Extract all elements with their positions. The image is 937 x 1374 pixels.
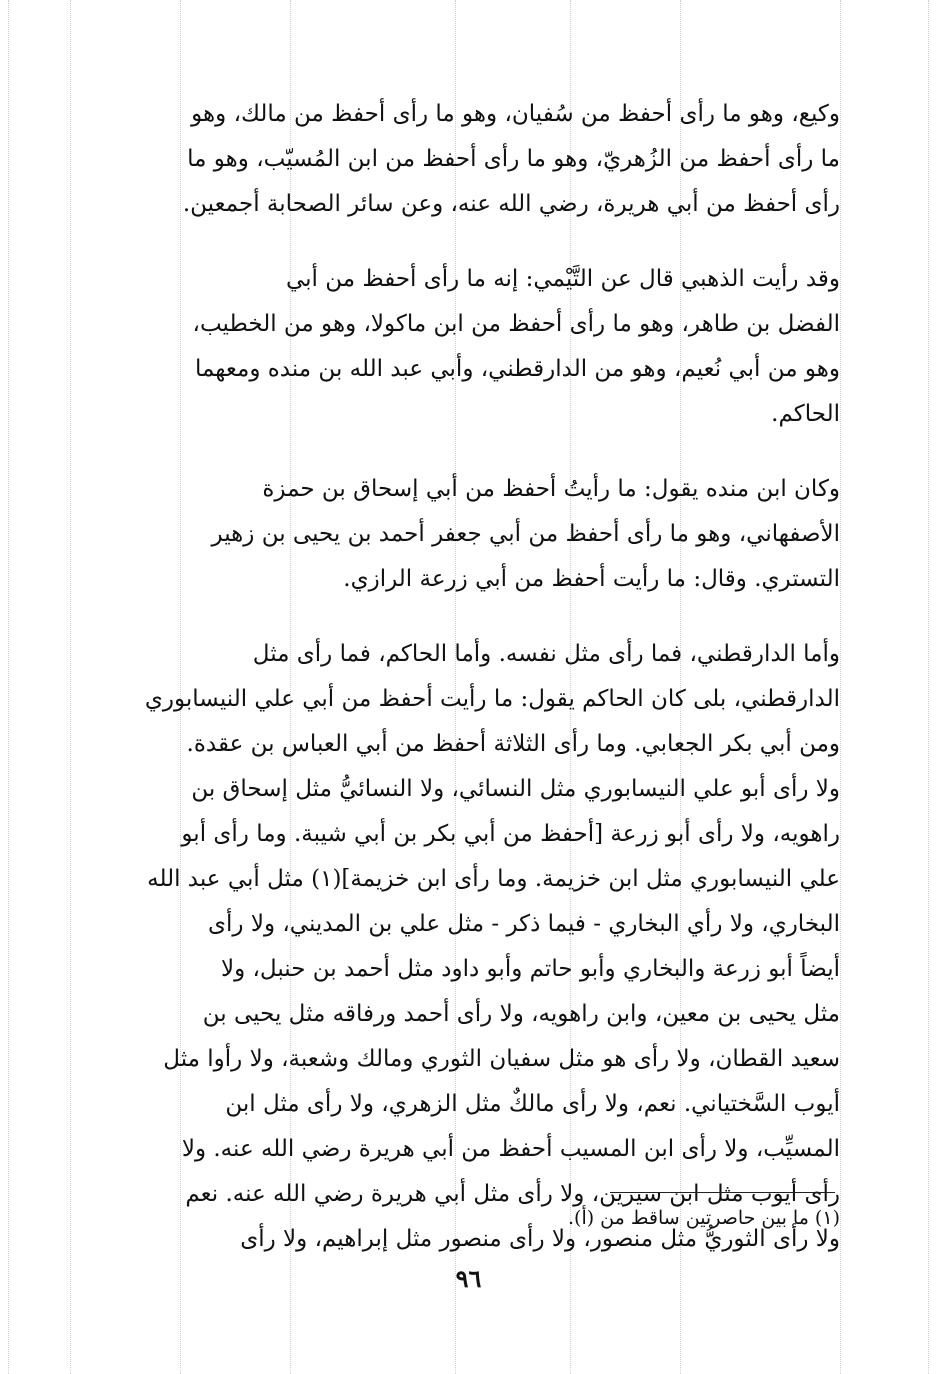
text-line: الفضل بن طاهر، وهو ما رأى أحفظ من ابن ماكولا، وهو من الخطيب، (192, 311, 840, 337)
paragraph-2 (80, 257, 840, 437)
text-line: التستري. وقال: ما رأيت أحفظ من أبي زرعة الرازي. (343, 566, 840, 592)
text-line: وهو من أبي نُعيم، وهو من الدارقطني، وأبي عبد الله بن منده ومعهما (195, 356, 840, 382)
scan-guide-line (70, 0, 71, 1374)
text-line: رأى أحفظ من أبي هريرة، رضي الله عنه، وعن سائر الصحابة أجمعين. (182, 191, 840, 217)
text-line: الدارقطني، بلى كان الحاكم يقول: ما رأيت أحفظ من أبي علي النيسابوري (144, 686, 840, 712)
paragraph-4 (80, 632, 840, 1262)
text-line: الأصفهاني، وهو ما رأى أحفظ من أبي جعفر أحمد بن يحيى بن زهير (211, 521, 840, 547)
text-line: وكيع، وهو ما رأى أحفظ من سُفيان، وهو ما رأى أحفظ من مالك، وهو (191, 101, 840, 127)
main-text (80, 92, 840, 1292)
text-line: أيوب السَّختياني. نعم، ولا رأى مالكٌ مثل الزهري، ولا رأى مثل ابن (225, 1091, 840, 1117)
page-number: ٩٦ (455, 1264, 482, 1293)
text-line: ولا رأى الثوريُّ مثل منصور، ولا رأى منصور مثل إبراهيم، ولا رأى (240, 1226, 840, 1252)
text-line: راهويه، ولا رأى أبو زرعة [أحفظ من أبي بكر بن أبي شيبة. وما رأى أبو (181, 821, 840, 847)
text-line: وقد رأيت الذهبي قال عن التَّيْمي: إنه ما رأى أحفظ من أبي (285, 266, 840, 292)
text-line: مثل يحيى بن معين، وابن راهويه، ولا رأى أحمد ورفاقه مثل يحيى بن (202, 1001, 840, 1027)
text-line: البخاري، ولا رأي البخاري - فيما ذكر - مثل علي بن المديني، ولا رأى (208, 911, 840, 937)
text-line: ومن أبي بكر الجعابي. وما رأى الثلاثة أحفظ من أبي العباس بن عقدة. (186, 731, 840, 757)
text-line: علي النيسابوري مثل ابن خزيمة. وما رأى ابن خزيمة](١) مثل أبي عبد الله (147, 866, 840, 892)
footnote-separator (610, 1192, 835, 1193)
text-line: وكان ابن منده يقول: ما رأيتُ أحفظ من أبي إسحاق بن حمزة (262, 476, 840, 502)
scan-guide-line (8, 0, 9, 1374)
text-line: ولا رأى أبو علي النيسابوري مثل النسائي، ولا النسائيُّ مثل إسحاق بن (191, 776, 840, 802)
text-line: الحاكم. (771, 401, 840, 427)
text-line: ما رأى أحفظ من الزُهريّ، وهو ما رأى أحفظ من ابن المُسيّب، وهو ما (187, 146, 840, 172)
footnote: (١) ما بين حاصرتين ساقط من (أ). (568, 1207, 840, 1229)
paragraph-1 (80, 92, 840, 227)
text-line: رأى أيوب مثل ابن سيرين، ولا رأى مثل أبي هريرة رضي الله عنه. نعم (185, 1181, 840, 1207)
scan-guide-line (840, 0, 841, 1374)
text-line: المسيِّب، ولا رأى ابن المسيب أحفظ من أبي هريرة رضي الله عنه. ولا (181, 1136, 840, 1162)
text-line: سعيد القطان، ولا رأى هو مثل سفيان الثوري ومالك وشعبة، ولا رأوا مثل (163, 1046, 840, 1072)
scan-guide-line (928, 0, 929, 1374)
text-line: وأما الدارقطني، فما رأى مثل نفسه. وأما الحاكم، فما رأى مثل (252, 641, 840, 667)
paragraph-3 (80, 467, 840, 602)
text-line: أيضاً أبو زرعة والبخاري وأبو حاتم وأبو داود مثل أحمد بن حنبل، ولا (220, 956, 840, 982)
